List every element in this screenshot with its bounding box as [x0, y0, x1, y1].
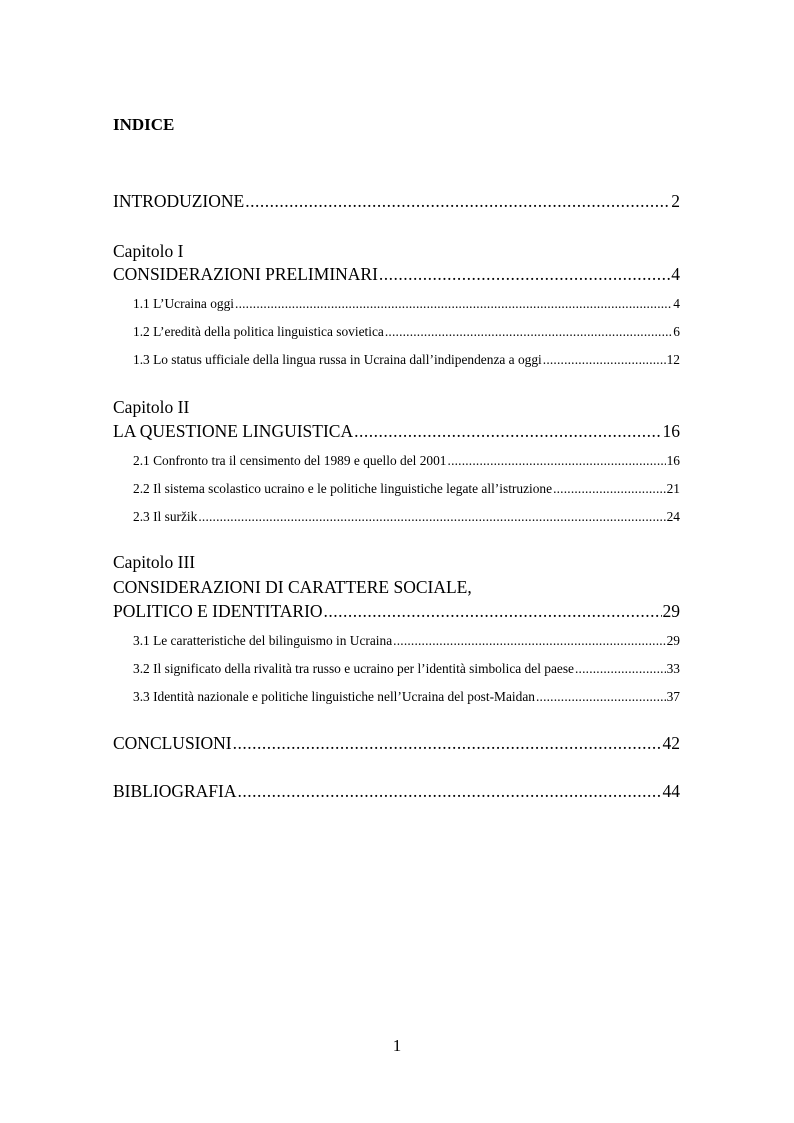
- toc-entry-page: 4: [671, 264, 680, 284]
- toc-entry-page: 29: [662, 601, 680, 621]
- toc-entry-page: 29: [666, 633, 680, 648]
- toc-entry-section[interactable]: [133, 452, 680, 470]
- toc-leader-dots: [233, 732, 662, 754]
- toc-leader-dots: [235, 295, 672, 313]
- toc-entry-section[interactable]: [133, 351, 680, 369]
- toc-entry-chapter-1[interactable]: [113, 263, 680, 285]
- toc-entry-title: BIBLIOGRAFIA: [113, 781, 237, 801]
- toc-leader-dots: [385, 323, 672, 341]
- toc-entry-title: 3.1 Le caratteristiche del bilinguismo in Ucraina: [133, 633, 393, 648]
- toc-leader-dots: [354, 420, 661, 442]
- toc-entry-title: CONCLUSIONI: [113, 733, 232, 753]
- toc-leader-dots: [324, 600, 662, 622]
- toc-entry-page: 12: [666, 352, 680, 367]
- toc-entry-page: 44: [662, 781, 680, 801]
- toc-entry-section[interactable]: [133, 323, 680, 341]
- toc-entry-title: 1.2 L’eredità della politica linguistica sovietica: [133, 324, 384, 339]
- toc-entry-title: CONSIDERAZIONI PRELIMINARI: [113, 264, 378, 284]
- toc-entry-bibliography[interactable]: [113, 780, 680, 802]
- toc-entry-section[interactable]: [133, 508, 680, 526]
- toc-entry-title: LA QUESTIONE LINGUISTICA: [113, 421, 354, 441]
- chapter-label: Capitolo III: [113, 552, 196, 572]
- toc-entry-page: 4: [673, 296, 680, 311]
- toc-entry-title: 1.3 Lo status ufficiale della lingua russa in Ucraina dall’indipendenza a oggi: [133, 352, 542, 367]
- page-title: INDICE: [113, 115, 175, 134]
- toc-entry-page: 21: [666, 481, 680, 496]
- toc-entry-section[interactable]: [133, 632, 680, 650]
- toc-entry-section[interactable]: [133, 688, 680, 706]
- toc-leader-dots: [536, 688, 666, 706]
- page-number: 1: [392, 1036, 402, 1055]
- toc-entry-title: 1.1 L’Ucraina oggi: [133, 296, 235, 311]
- toc-entry-section[interactable]: [133, 660, 680, 678]
- toc-entry-page: 33: [666, 661, 680, 676]
- toc-entry-page: 16: [666, 453, 680, 468]
- toc-leader-dots: [448, 452, 666, 470]
- toc-entry-title: 2.2 Il sistema scolastico ucraino e le politiche linguistiche legate all’istruzione: [133, 481, 553, 496]
- toc-entry-page: 2: [671, 191, 680, 211]
- chapter-label: Capitolo I: [113, 241, 184, 261]
- toc-leader-dots: [393, 632, 665, 650]
- toc-entry-title: 2.1 Confronto tra il censimento del 1989 e quello del 2001: [133, 453, 447, 468]
- toc-entry-page: 16: [662, 421, 680, 441]
- toc-leader-dots: [237, 780, 661, 802]
- toc-entry-page: 42: [662, 733, 680, 753]
- toc-leader-dots: [245, 190, 670, 212]
- toc-entry-title: 2.3 Il suržik: [133, 509, 198, 524]
- toc-leader-dots: [379, 263, 670, 285]
- chapter-title-line: CONSIDERAZIONI DI CARATTERE SOCIALE,: [113, 577, 472, 597]
- toc-entry-chapter-2[interactable]: [113, 420, 680, 442]
- toc-entry-page: 37: [666, 689, 680, 704]
- toc-entry-title: 3.2 Il significato della rivalità tra russo e ucraino per l’identità simbolica del paese: [133, 661, 574, 676]
- chapter-label: Capitolo II: [113, 397, 190, 417]
- toc-leader-dots: [543, 351, 666, 369]
- toc-entry-section[interactable]: [133, 295, 680, 313]
- toc-entry-section[interactable]: [133, 480, 680, 498]
- toc-entry-introduction[interactable]: [113, 190, 680, 212]
- toc-entry-page: 6: [673, 324, 680, 339]
- toc-entry-page: 24: [666, 509, 680, 524]
- toc-leader-dots: [198, 508, 665, 526]
- toc-leader-dots: [553, 480, 666, 498]
- toc-entry-title: INTRODUZIONE: [113, 191, 245, 211]
- toc-leader-dots: [575, 660, 666, 678]
- toc-entry-conclusion[interactable]: [113, 732, 680, 754]
- toc-entry-chapter-3[interactable]: [113, 600, 680, 622]
- toc-entry-title: POLITICO E IDENTITARIO: [113, 601, 323, 621]
- toc-entry-title: 3.3 Identità nazionale e politiche linguistiche nell’Ucraina del post-Maidan: [133, 689, 535, 704]
